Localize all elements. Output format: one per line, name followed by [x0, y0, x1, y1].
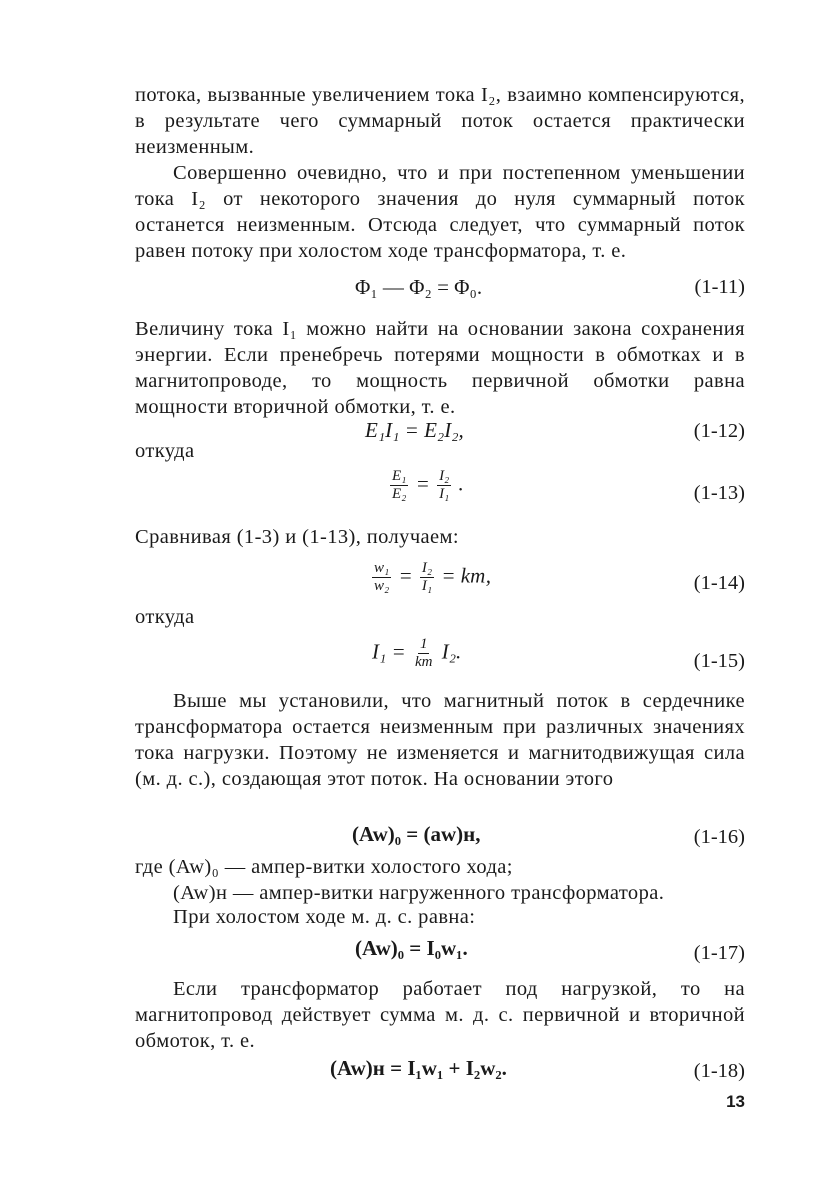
equation-number-1-16: (1-16) — [693, 826, 745, 848]
fraction-i2-i1-b: $\frac{\text{I₂}}{\text{I₁}}$ — [421, 560, 433, 594]
equation-1-16: (Aw)₀ = (aw)н, — [352, 822, 481, 846]
paragraph-7: Если трансформатор работает под нагрузкой, то на магнитопровод действует сумма м. д. с. первичной и вторичной обмоток, т. е. — [135, 978, 745, 1052]
equation-number-1-17: (1-17) — [693, 942, 745, 964]
equation-1-12: E₁I₁ = E₂I₂, — [365, 418, 464, 442]
equation-number-1-13: (1-13) — [693, 482, 745, 504]
paragraph-2: Совершенно очевидно, что и при постепенном уменьшении тока I₂ от некоторого значения до нуля суммарный поток останется неизменным. Отсюда следует, что суммарный поток равен потоку при холостом ходе трансформатора, т. е. — [135, 162, 745, 262]
paragraph-4: Сравнивая (1-3) и (1-13), получаем: — [135, 526, 459, 548]
otkuda-2: откуда — [135, 606, 195, 628]
fraction-w1-w2: $\frac{\text{w₁}}{\text{w₂}}$ — [374, 560, 390, 594]
equation-1-11: Φ₁ — Φ₂ = Φ₀. — [355, 275, 483, 299]
equation-number-1-12: (1-12) — [693, 420, 745, 442]
fraction-e1-e2: $\frac{\text{E₁}}{\text{E₂}}$ — [392, 468, 407, 502]
equation-1-15: I₁ = $\frac{1}{kт}$ I₂. — [372, 636, 462, 670]
equation-1-18: (Aw)н = I₁w₁ + I₂w₂. — [330, 1056, 507, 1080]
equation-1-14: $\frac{\text{w₁}}{\text{w₂}}$ = $\frac{\text{I₂}}{\text{I₁}}$ = kт, — [374, 560, 492, 594]
equation-1-17: (Aw)₀ = I₀w₁. — [355, 936, 468, 960]
paragraph-5: Выше мы установили, что магнитный поток в сердечнике трансформатора остается неизменным при различных значениях тока нагрузки. Поэтому не изменяется и магнитодвижущая сила (м. д. с.), создающая этот поток. На основании этого — [135, 690, 745, 790]
equation-number-1-18: (1-18) — [693, 1060, 745, 1082]
paragraph-3: Величину тока I₁ можно найти на основании закона сохранения энергии. Если пренебречь потерями мощности в обмотках и в магнитопроводе, то мощность первичной обмотки равна мощности вторичной обмотки, т. е. — [135, 318, 745, 418]
fraction-1-kt: $\frac{1}{kт}$ — [414, 636, 433, 670]
otkuda-1: откуда — [135, 440, 195, 462]
paragraph-1: потока, вызванные увеличением тока I₂, взаимно компенсируются, в результате чего суммарный поток остается практически неизменным. — [135, 84, 745, 158]
page-number: 13 — [726, 1092, 745, 1111]
equation-number-1-14: (1-14) — [693, 572, 745, 594]
definition-awn: (Aw)н — ампер-витки нагруженного трансформатора. — [173, 882, 665, 904]
equation-number-1-11: (1-11) — [694, 276, 745, 298]
equation-1-13: $\frac{\text{E₁}}{\text{E₂}}$ = $\frac{\text{I₂}}{\text{I₁}}$ . — [392, 468, 464, 502]
fraction-i2-i1: $\frac{\text{I₂}}{\text{I₁}}$ — [439, 468, 450, 502]
equation-number-1-15: (1-15) — [693, 650, 745, 672]
paragraph-6: При холостом ходе м. д. с. равна: — [173, 906, 476, 928]
definition-aw0: где (Aw)₀ — ампер-витки холостого хода; — [135, 856, 513, 878]
